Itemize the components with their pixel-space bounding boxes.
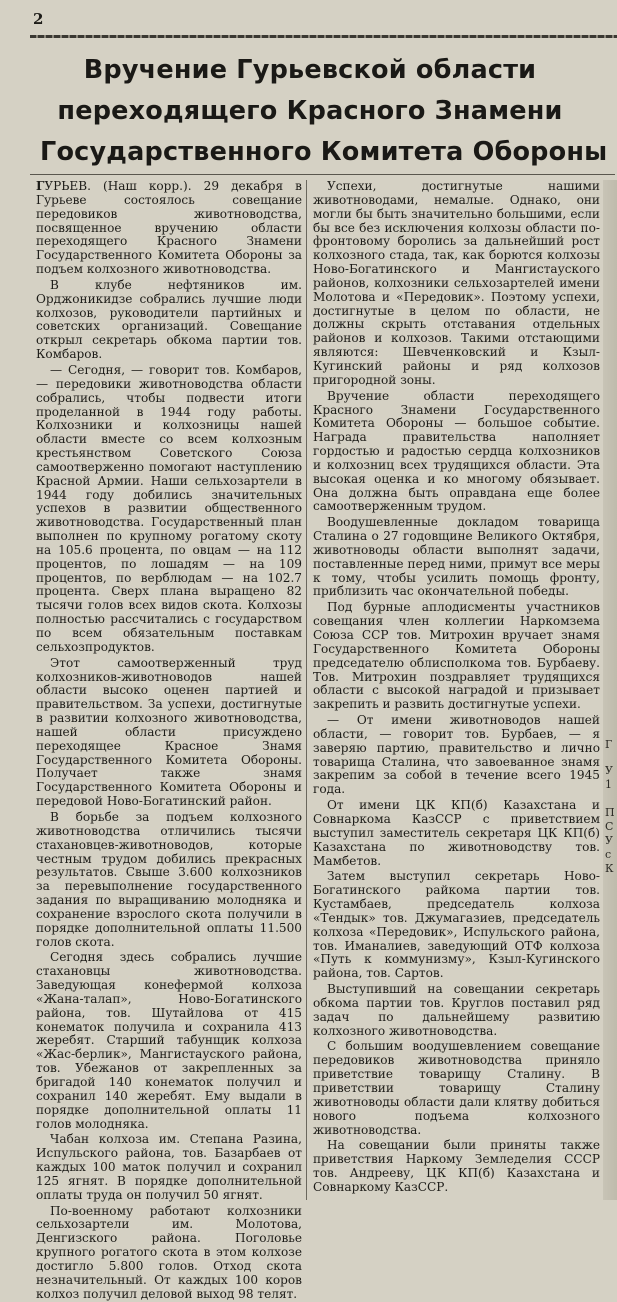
article-paragraph: По-военному работают колхозники сельхозартели им. Молотова, Денгизского района. Поголовье крупного рогатого скота в этом колхозе достигло 5.800 голов. Отход скота незначительный. От каждых 100 коров колхоз получил деловой выход 98 телят.: [36, 1203, 302, 1301]
article-paragraph: В борьбе за подъем колхозного животноводства отличились тысячи стахановцев-животноводов, которые честным трудом добились прекрасных результатов. Свыше 3.600 колхозников за перевыполнение государственного задания по выращиванию молодняка и сохранение взрослого скота получили в порядке дополнительной оплаты 11.500 голов скота.: [36, 809, 302, 949]
article-paragraph: Выступивший на совещании секретарь обкома партии тов. Круглов поставил ряд задач по дальнейшему развитию колхозного животноводства.: [313, 982, 600, 1038]
article-paragraph: — Сегодня, — говорит тов. Комбаров, — передовики животноводства области собрались, чтобы подвести итоги проделанной в 1944 году работы. Колхозники и колхозницы нашей области вместе со всем колхозным крестьянством Советского Союза самоотверженно помогают наступлению Красной Армии. Наши сельхозартели в 1944 году добились значительных успехов в развитии общественного животноводства. Государственный план выполнен по крупному рогатому скоту на 105.6 процента, по овцам — на 112 процентов, по лошадям — на 109 процентов, по верблюдам — на 102.7 процента. Сверх плана выращено 82 тысячи голов всех видов скота. Колхозы полностью рассчитались с государством по всем обязательным поставкам сельхозпродуктов.: [36, 362, 302, 654]
article-paragraph: Вручение области переходящего Красного Знамени Государственного Комитета Обороны — большое событие. Награда правительства наполняет гордостью и радостью сердца колхозников и колхозниц всех трудящихся области. Эта высокая оценка и ко многому обязывает. Она должна быть оправдана еще более самоотверженным трудом.: [313, 388, 600, 514]
edge-letter: П: [605, 806, 615, 819]
edge-letter: Г: [605, 738, 613, 751]
article-paragraph: Этот самоотверженный труд колхозников-животноводов нашей области высоко оценен партией и правительством. За успехи, достигнутые в развитии колхозного животноводства, нашей области присуждено переходящее Красное Знамя Государственного Комитета Обороны. Получает также знамя Государственного Комитета Обороны и передовой Ново-Богатинский район.: [36, 655, 302, 809]
article-paragraph: ГУРЬЕВ. (Наш корр.). 29 декабря в Гурьеве состоялось совещание передовиков животноводства, посвященное вручению области переходящего Красного Знамени Государственного Комитета Обороны за подъем колхозного животноводства.: [36, 179, 302, 277]
article-paragraph: С большим воодушевлением совещание передовиков животноводства приняло приветствие товарищу Сталину. В приветствии товарищу Сталину животноводы области дали клятву добиться нового подъема колхозного животноводства.: [313, 1039, 600, 1137]
headline: [40, 50, 608, 173]
article-paragraph: Чабан колхоза им. Степана Разина, Испульского района, тов. Базарбаев от каждых 100 маток получил и сохранил 125 ягнят. В порядке дополнительной оплаты труда он получил 50 ягнят.: [36, 1132, 302, 1202]
page-number: 2: [33, 10, 44, 28]
article-paragraph: От имени ЦК КП(б) Казахстана и Совнаркома КазССР с приветствием выступил заместитель секретаря ЦК КП(б) Казахстана по животноводству тов. Мамбетов.: [313, 798, 600, 868]
headline-rule: [30, 174, 615, 175]
article-paragraph: Воодушевленные докладом товарища Сталина о 27 годовщине Великого Октября, животноводы области выполнят задачи, поставленные перед ними, примут все меры к тому, чтобы усилить помощь фронту, приблизить час окончательной победы.: [313, 515, 600, 599]
adjacent-column-edge: [603, 180, 617, 1200]
edge-letter: С: [605, 820, 614, 833]
article-paragraph: Под бурные аплодисменты участников совещания член коллегии Наркомзема Союза ССР тов. Митрохин вручает знамя Государственного Комитета Обороны председателю облисполкома тов. Бурбаеву. Тов. Митрохин поздравляет трудящихся области с высокой наградой и призывает закрепить и развить достигнутые успехи.: [313, 600, 600, 712]
article-paragraph: Успехи, достигнутые нашими животноводами, немалые. Однако, они могли бы быть значительно большими, если бы все без исключения колхозы области по-фронтовому боролись за дальнейший рост колхозного стада, так, как борются колхозы Ново-Богатинского и Мангистауского районов, колхозники сельхозартелей имени Молотова и «Передовик». Поэтому успехи, достигнутые в целом по области, не должны скрыть отставания отдельных районов и колхозов. Такими отстающими являются: Шевченковский и Кзыл-Кугинский районы и ряд колхозов пригородной зоны.: [313, 179, 600, 387]
column-divider: [306, 180, 307, 1200]
edge-letter: К: [605, 862, 614, 875]
edge-letter: 1: [605, 778, 612, 791]
article-column-right: [313, 180, 600, 1200]
headline-line-2: переходящего Красного Знамени: [57, 96, 563, 126]
headline-line-3: Государственного Комитета Обороны: [40, 137, 608, 167]
article-column-left: [36, 179, 302, 1301]
article-paragraph: — От имени животноводов нашей области, — говорит тов. Бурбаев, — я заверяю партию, правительство и лично товарища Сталина, что завоеванное знамя закрепим за собой в течение всего 1945 года.: [313, 713, 600, 797]
edge-letter: с: [605, 848, 612, 861]
top-rule: [30, 35, 617, 38]
headline-line-1: Вручение Гурьевской области: [83, 55, 537, 85]
edge-letter: У: [605, 764, 613, 777]
article-paragraph: Сегодня здесь собрались лучшие стахановцы животноводства. Заведующая конефермой колхоза «Жана-талап», Ново-Богатинского района, тов. Шутайлова от 415 конематок получила и сохранила 413 жеребят. Старший табунщик колхоза «Жас-берлик», Мангистауского района, тов. Убежанов от закрепленных за бригадой 140 конематок получил и сохранил 140 жеребят. Ему выдали в порядке дополнительной оплаты 11 голов молодняка.: [36, 950, 302, 1131]
article-paragraph: На совещании были приняты также приветствия Наркому Земледелия СССР тов. Андрееву, ЦК КП(б) Казахстана и Совнаркому КазССР.: [313, 1138, 600, 1194]
article-paragraph: В клубе нефтяников им. Орджоникидзе собрались лучшие люди колхозов, руководители партийных и советских организаций. Совещание открыл секретарь обкома партии тов. Комбаров.: [36, 277, 302, 362]
article-paragraph: Затем выступил секретарь Ново-Богатинского райкома партии тов. Кустамбаев, председатель колхоза «Тендык» тов. Джумагазиев, председатель колхоза «Передовик», Испульского района, тов. Иманалиев, заведующий ОТФ колхоза «Путь к коммунизму», Кзыл-Кугинского района, тов. Сартов.: [313, 869, 600, 981]
edge-letter: У: [605, 834, 613, 847]
